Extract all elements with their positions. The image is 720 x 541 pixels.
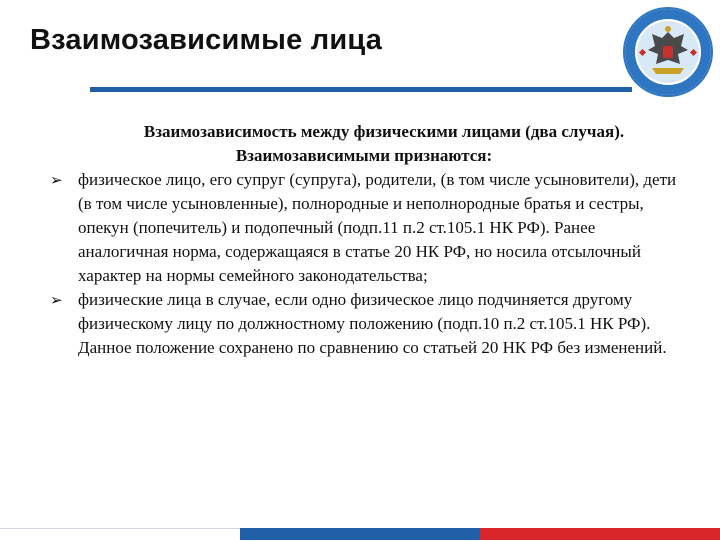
section-subheading: Взаимозависимыми признаются: — [235, 146, 493, 165]
list-item — [50, 168, 678, 288]
footer-red-stripe — [480, 528, 720, 540]
footer-white-stripe — [0, 528, 240, 541]
arrow-bullet-icon: ➢ — [50, 291, 63, 309]
slide-body — [50, 120, 678, 360]
section-heading: Взаимозависимость между физическими лицами (два случая). — [143, 122, 625, 141]
tax-service-emblem-icon — [622, 6, 714, 98]
slide-title: Взаимозависимые лица — [30, 24, 383, 56]
list-item — [50, 288, 678, 360]
footer-tricolor-bar — [0, 528, 720, 540]
title-underline — [90, 87, 632, 92]
list-item-text: физическое лицо, его супруг (супруга), родители, (в том числе усыновители), дети (в том числе усыновленные), полнородные и неполнородные братья и сестры, опекун (попечитель) и подопечный (подп.11 п.2 ст.105.1 НК РФ). Ранее аналогичная норма, содержащаяся в статье 20 НК РФ, но носила отсылочный характер на нормы семейного законодательства; — [78, 170, 677, 285]
arrow-bullet-icon: ➢ — [50, 171, 63, 189]
footer-blue-stripe — [240, 528, 480, 540]
criteria-list — [50, 168, 678, 360]
list-item-text: физические лица в случае, если одно физическое лицо подчиняется другому физическому лицу по должностному положению (подп.10 п.2 ст.105.1 НК РФ). Данное положение сохранено по сравнению со статьей 20 НК РФ без изменений. — [78, 290, 667, 357]
